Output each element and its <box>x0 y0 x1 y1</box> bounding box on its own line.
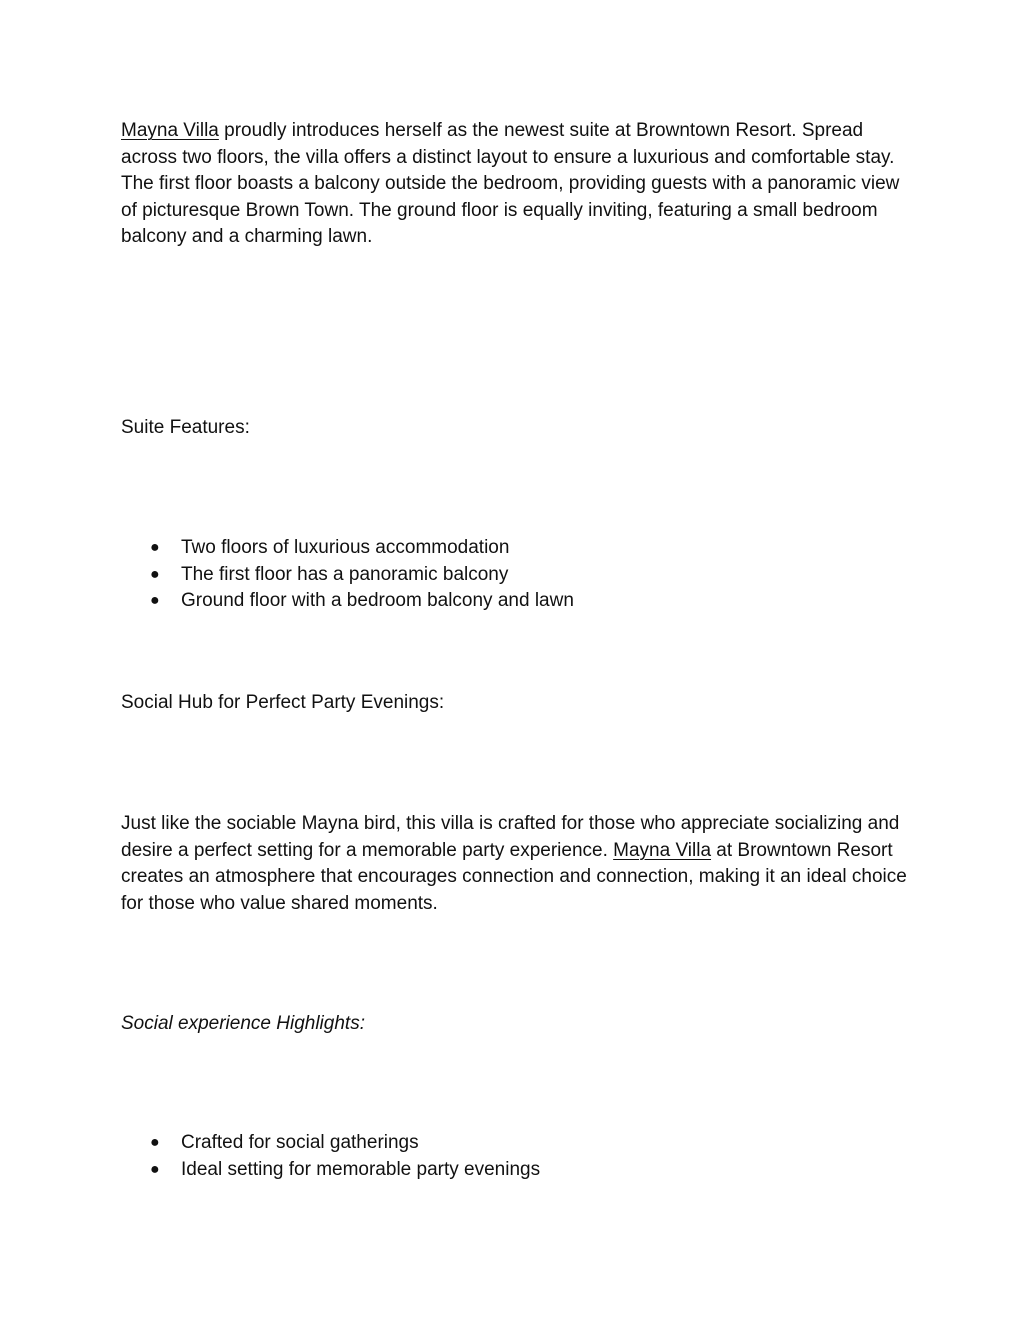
mayna-villa-link[interactable]: Mayna Villa <box>613 839 712 861</box>
suite-features-heading: Suite Features: <box>121 417 250 438</box>
list-item <box>121 1130 911 1157</box>
suite-features-list <box>121 535 911 615</box>
social-highlights-list <box>121 1130 911 1183</box>
intro-text: proudly introduces herself as the newest suite at Browntown Resort. Spread across two floors, the villa offers a distinct layout to ensure a luxurious and comfortable stay. The first floor boasts a balcony outside the bedroom, providing guests with a panoramic view of picturesque Brown Town. The ground floor is equally inviting, featuring a small bedroom balcony and a charming lawn. <box>121 120 900 247</box>
list-item <box>121 588 911 615</box>
bullet-icon: ● <box>150 592 160 609</box>
intro-paragraph <box>121 118 911 251</box>
bullet-icon: ● <box>150 1134 160 1151</box>
list-item-text: Ideal setting for memorable party evenings <box>181 1158 541 1180</box>
mayna-villa-link[interactable]: Mayna Villa <box>121 120 219 141</box>
list-item-text: Two floors of luxurious accommodation <box>181 537 510 558</box>
list-item <box>121 1157 911 1184</box>
social-text-before: Just like the sociable Mayna bird, this villa is crafted for those who appreciate socializing and desire a perfect setting for a memorable party experience. <box>121 813 900 861</box>
list-item <box>121 562 911 589</box>
bullet-icon: ● <box>150 565 160 583</box>
social-text-after: at Browntown Resort creates an atmosphere that encourages connection and connection, making it an ideal choice for those who value shared moments. <box>121 839 907 914</box>
social-paragraph <box>121 811 911 917</box>
bullet-icon: ● <box>150 1160 160 1178</box>
list-item-text: Crafted for social gatherings <box>181 1132 419 1153</box>
bullet-icon: ● <box>150 539 160 556</box>
social-highlights-heading: Social experience Highlights: <box>121 1013 365 1034</box>
social-hub-heading: Social Hub for Perfect Party Evenings: <box>121 692 445 713</box>
list-item-text: The first floor has a panoramic balcony <box>181 563 509 585</box>
list-item <box>121 535 911 562</box>
list-item-text: Ground floor with a bedroom balcony and lawn <box>181 590 574 611</box>
